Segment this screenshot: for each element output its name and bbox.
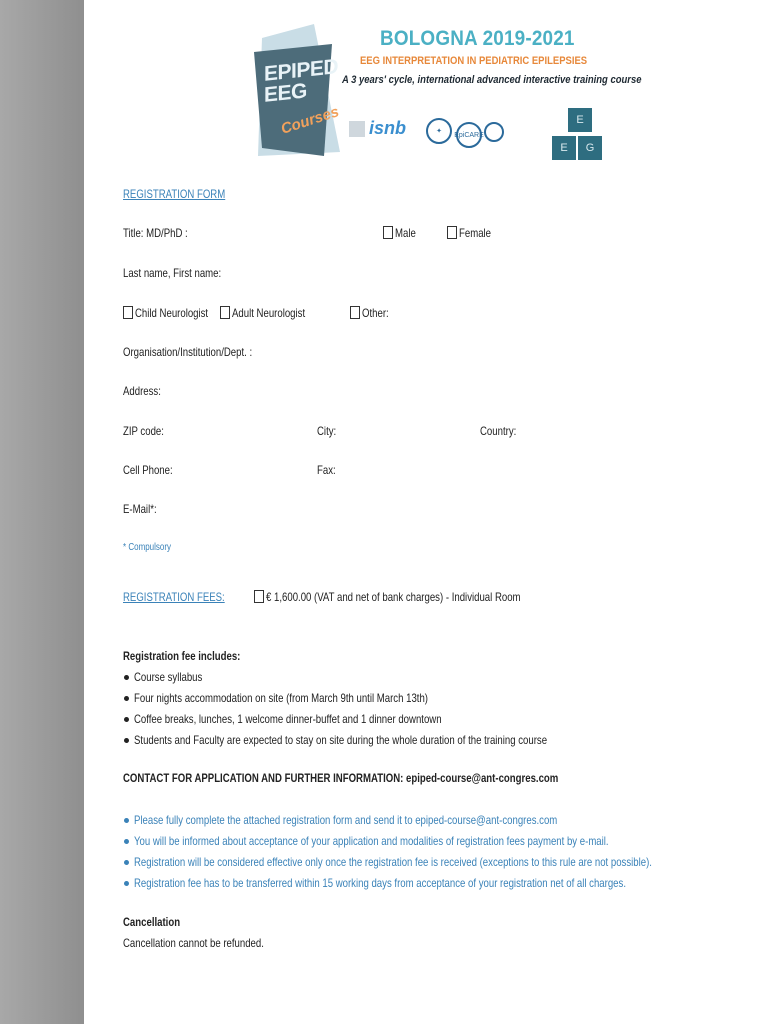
logo-line-1: EPIPED: [264, 55, 339, 86]
fee-include-item: Coffee breaks, lunches, 1 welcome dinner-buffet and 1 dinner downtown: [134, 712, 442, 726]
fee-include-item: Course syllabus: [134, 670, 203, 684]
contact-note: Registration will be considered effective only once the registration fee is received (exceptions to this rule are not possible).: [134, 855, 652, 869]
bullet: [124, 675, 129, 680]
bullet: [124, 881, 129, 886]
bullet: [124, 717, 129, 722]
female-label: Female: [459, 226, 492, 240]
epicare-logo-text: EpiCARE: [454, 131, 484, 139]
european-network-logo-icon: [484, 122, 504, 142]
name-label: Last name, First name:: [123, 266, 222, 280]
adult-neurologist-label: Adult Neurologist: [232, 306, 306, 320]
viewer-sidebar: [0, 0, 84, 1024]
phone-label: Cell Phone:: [123, 463, 173, 477]
email-label: E-Mail*:: [123, 502, 157, 516]
fee-include-item: Four nights accommodation on site (from March 9th until March 13th): [134, 691, 428, 705]
country-label: Country:: [480, 424, 517, 438]
eeg-cubes-logo: [548, 100, 614, 164]
adult-neurologist-checkbox[interactable]: [220, 306, 230, 319]
bullet: [124, 839, 129, 844]
bullet: [124, 860, 129, 865]
logo-sub: Courses: [278, 103, 342, 138]
zip-label: ZIP code:: [123, 424, 164, 438]
document-page: [84, 0, 770, 1024]
individual-room-label: € 1,600.00 (VAT and net of bank charges) - Individual Room: [266, 590, 521, 604]
registration-form-heading: REGISTRATION FORM: [123, 187, 226, 201]
address-label: Address:: [123, 384, 161, 398]
cancellation-heading: Cancellation: [123, 915, 181, 929]
organisation-label: Organisation/Institution/Dept. :: [123, 345, 253, 359]
contact-heading: CONTACT FOR APPLICATION AND FURTHER INFORMATION: epiped-course@ant-congres.com: [123, 771, 559, 785]
bullet: [124, 696, 129, 701]
bullet: [124, 738, 129, 743]
other-label: Other:: [362, 306, 389, 320]
contact-note: You will be informed about acceptance of your application and modalities of registration fees payment by e-mail.: [134, 834, 609, 848]
cube-e-top: E: [568, 108, 592, 132]
fee-includes-heading: Registration fee includes:: [123, 649, 241, 663]
bullet: [124, 818, 129, 823]
epiped-logo-text: [264, 56, 338, 106]
isnb-logo-mark: [349, 121, 365, 137]
child-neurologist-label: Child Neurologist: [135, 306, 209, 320]
male-label: Male: [395, 226, 416, 240]
city-label: City:: [317, 424, 337, 438]
contact-note: Registration fee has to be transferred within 15 working days from acceptance of your registration net of all charges.: [134, 876, 626, 890]
individual-room-checkbox[interactable]: [254, 590, 264, 603]
fee-include-item: Students and Faculty are expected to stay on site during the whole duration of the training course: [134, 733, 548, 747]
cancellation-text: Cancellation cannot be refunded.: [123, 936, 264, 950]
female-checkbox[interactable]: [447, 226, 457, 239]
compulsory-note: * Compulsory: [123, 542, 172, 553]
isnb-logo: [349, 118, 419, 158]
course-tagline: A 3 years' cycle, international advanced interactive training course: [342, 74, 642, 86]
isnb-logo-text: isnb: [369, 118, 407, 138]
other-checkbox[interactable]: [350, 306, 360, 319]
child-neurologist-checkbox[interactable]: [123, 306, 133, 319]
title-label: Title: MD/PhD :: [123, 226, 188, 240]
course-title: BOLOGNA 2019-2021: [380, 27, 575, 50]
cube-g-right: G: [578, 136, 602, 160]
contact-note: Please fully complete the attached registration form and send it to epiped-course@ant-congres.com: [134, 813, 558, 827]
epimp-logo-icon: ✦: [426, 118, 452, 144]
fax-label: Fax:: [317, 463, 336, 477]
course-subtitle: EEG INTERPRETATION IN PEDIATRIC EPILEPSIES: [360, 55, 588, 67]
cube-e-left: E: [552, 136, 576, 160]
male-checkbox[interactable]: [383, 226, 393, 239]
registration-fees-heading: REGISTRATION FEES:: [123, 590, 225, 604]
logo-line-2: EEG: [264, 79, 307, 107]
epicare-logo-icon: [456, 122, 482, 148]
